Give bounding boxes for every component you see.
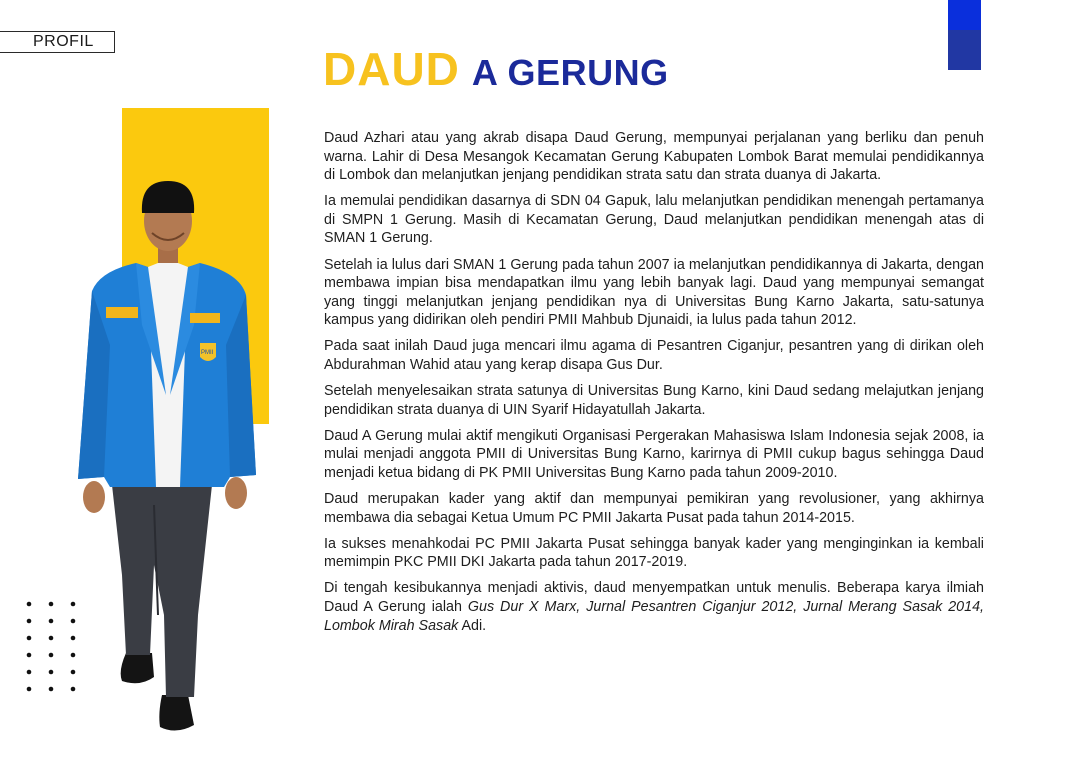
paragraph-7: Daud merupakan kader yang aktif dan mempunyai pemikiran yang revolusioner, yang akhirnya membawa dia sebagai Ketua Umum PC PMII Jakarta Pusat pada tahun 2014-2015.: [324, 491, 984, 526]
dot-grid-decoration: [26, 600, 86, 696]
page-title: [323, 42, 669, 96]
biography-text: [324, 129, 984, 643]
paragraph-2: Ia memulai pendidikan dasarnya di SDN 04 Gapuk, lalu melanjutkan pendidikan menengah pertamanya di SMPN 1 Gerung. Masih di Kecamatan Gerung, Daud melanjutkan pendidikan menengah atas di SMAN 1 Gerung.: [324, 193, 984, 247]
paragraph-6: Daud A Gerung mulai aktif mengikuti Organisasi Pergerakan Mahasiswa Islam Indonesia sejak 2008, ia mulai menjadi anggota PMII di Universitas Bung Karno, karirnya di PMII cukup bagus sehingga Daud menjadi ketua bidang di PK PMII Universitas Bung Karno pada tahun 2009-2010.: [324, 427, 984, 481]
paragraph-5: Setelah menyelesaikan strata satunya di Universitas Bung Karno, kini Daud sedang melajutkan jenjang pendidikan strata duanya di UIN Syarif Hidayatullah Jakarta.: [324, 383, 984, 418]
paragraph-9-outro: Adi.: [458, 617, 487, 634]
accent-block-top: [948, 0, 981, 30]
portrait-photo: [70, 175, 270, 745]
section-label: PROFIL: [0, 31, 115, 53]
published-works: Gus Dur X Marx, Jurnal Pesantren Ciganjur 2012, Jurnal Merang Sasak 2014, Lombok Mirah Sasak: [324, 599, 985, 634]
title-surname: A GERUNG: [471, 52, 669, 93]
title-first-name: DAUD: [323, 43, 460, 95]
paragraph-3: Setelah ia lulus dari SMAN 1 Gerung pada tahun 2007 ia melanjutkan pendidikannya di Jakarta, dengan membawa impian bisa mendapatkan ilmu yang lebih banyak lagi. Daud yang mempunyai semangat yang tinggi melanjutkan jenjang pendidikan nya di Universitas Bung Karno Jakarta, satu-satunya kampus yang didirikan oleh pendiri PMII Mahbub Djunaidi, ia lulus pada tahun 2012.: [324, 256, 984, 329]
paragraph-1: Daud Azhari atau yang akrab disapa Daud Gerung, mempunyai perjalanan yang berliku dan penuh warna. Lahir di Desa Mesangok Kecamatan Gerung Kabupaten Lombok Barat memulai pendidikannya di Lombok dan melanjutkan jenjang pendidikan strata satu dan strata duanya di Jakarta.: [324, 130, 984, 184]
paragraph-9-intro: Di tengah kesibukannya menjadi aktivis, daud menyempatkan untuk menulis. Beberapa karya ilmiah Daud A Gerung ialah: [324, 580, 984, 616]
jacket-badge-text: PMII: [201, 350, 214, 356]
accent-block-bottom: [948, 30, 981, 70]
paragraph-9: [324, 579, 984, 635]
paragraph-4: Pada saat inilah Daud juga mencari ilmu agama di Pesantren Ciganjur, pesantren yang di dirikan oleh Abdurahman Wahid atau yang kerap disapa Gus Dur.: [324, 338, 984, 374]
paragraph-8: Ia sukses menahkodai PC PMII Jakarta Pusat sehingga banyak kader yang menginginkan ia kembali memimpin PKC PMII DKI Jakarta pada tahun 2017-2019.: [324, 535, 984, 571]
